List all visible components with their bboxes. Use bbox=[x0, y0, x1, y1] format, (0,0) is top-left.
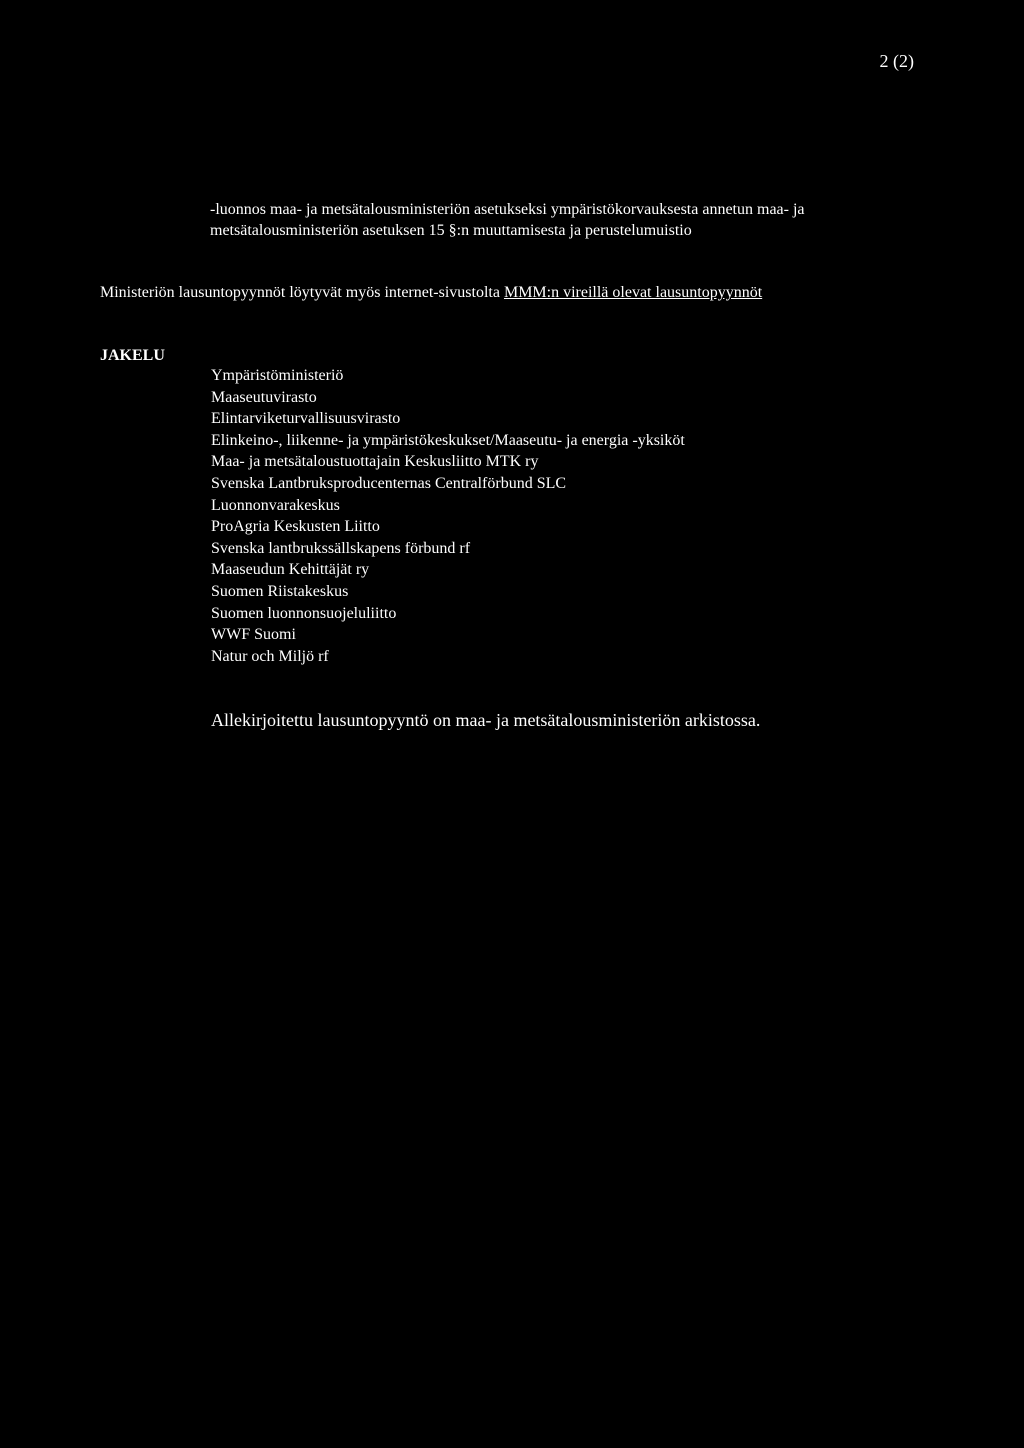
subject-line-2: metsätalousministeriön asetuksen 15 §:n muuttamisesta ja perustelumuistio bbox=[210, 222, 692, 239]
recipient-item: Suomen luonnonsuojeluliitto bbox=[211, 604, 397, 622]
distribution-label: JAKELU bbox=[100, 347, 165, 364]
recipient-item: Ympäristöministeriö bbox=[211, 367, 344, 384]
recipient-item: Maaseutuvirasto bbox=[211, 388, 317, 406]
recipient-item: Suomen Riistakeskus bbox=[211, 582, 349, 600]
recipient-item: Maaseudun Kehittäjät ry bbox=[211, 561, 370, 579]
distribution-list bbox=[211, 365, 685, 667]
recipient-item: Natur och Miljö rf bbox=[211, 647, 329, 665]
recipient-item: Elinkeino-, liikenne- ja ympäristökeskukset/Maaseutu- ja energia -yksiköt bbox=[211, 431, 685, 449]
recipient-item: Svenska Lantbruksproducenternas Centralförbund SLC bbox=[211, 474, 567, 492]
internet-notice bbox=[100, 282, 762, 303]
recipient-item: Maa- ja metsätaloustuottajain Keskusliitto MTK ry bbox=[211, 453, 539, 471]
recipient-item: Elintarviketurvallisuusvirasto bbox=[211, 410, 401, 428]
signed-copy-note: Allekirjoitettu lausuntopyyntö on maa- ja metsätalousministeriön arkistossa. bbox=[211, 710, 761, 730]
internet-notice-text: Ministeriön lausuntopyynnöt löytyvät myös internet-sivustolta bbox=[100, 284, 504, 301]
pending-statement-requests-link[interactable]: MMM:n vireillä olevat lausuntopyynnöt bbox=[503, 284, 763, 301]
page-number: 2 (2) bbox=[879, 51, 914, 71]
recipient-item: ProAgria Keskusten Liitto bbox=[211, 518, 380, 536]
subject-text bbox=[210, 199, 940, 241]
subject-line-1: -luonnos maa- ja metsätalousministeriön asetukseksi ympäristökorvauksesta annetun maa- ja bbox=[210, 201, 805, 218]
recipient-item: WWF Suomi bbox=[211, 626, 296, 644]
recipient-item: Luonnonvarakeskus bbox=[211, 496, 340, 514]
recipient-item: Svenska lantbrukssällskapens förbund rf bbox=[211, 539, 471, 557]
